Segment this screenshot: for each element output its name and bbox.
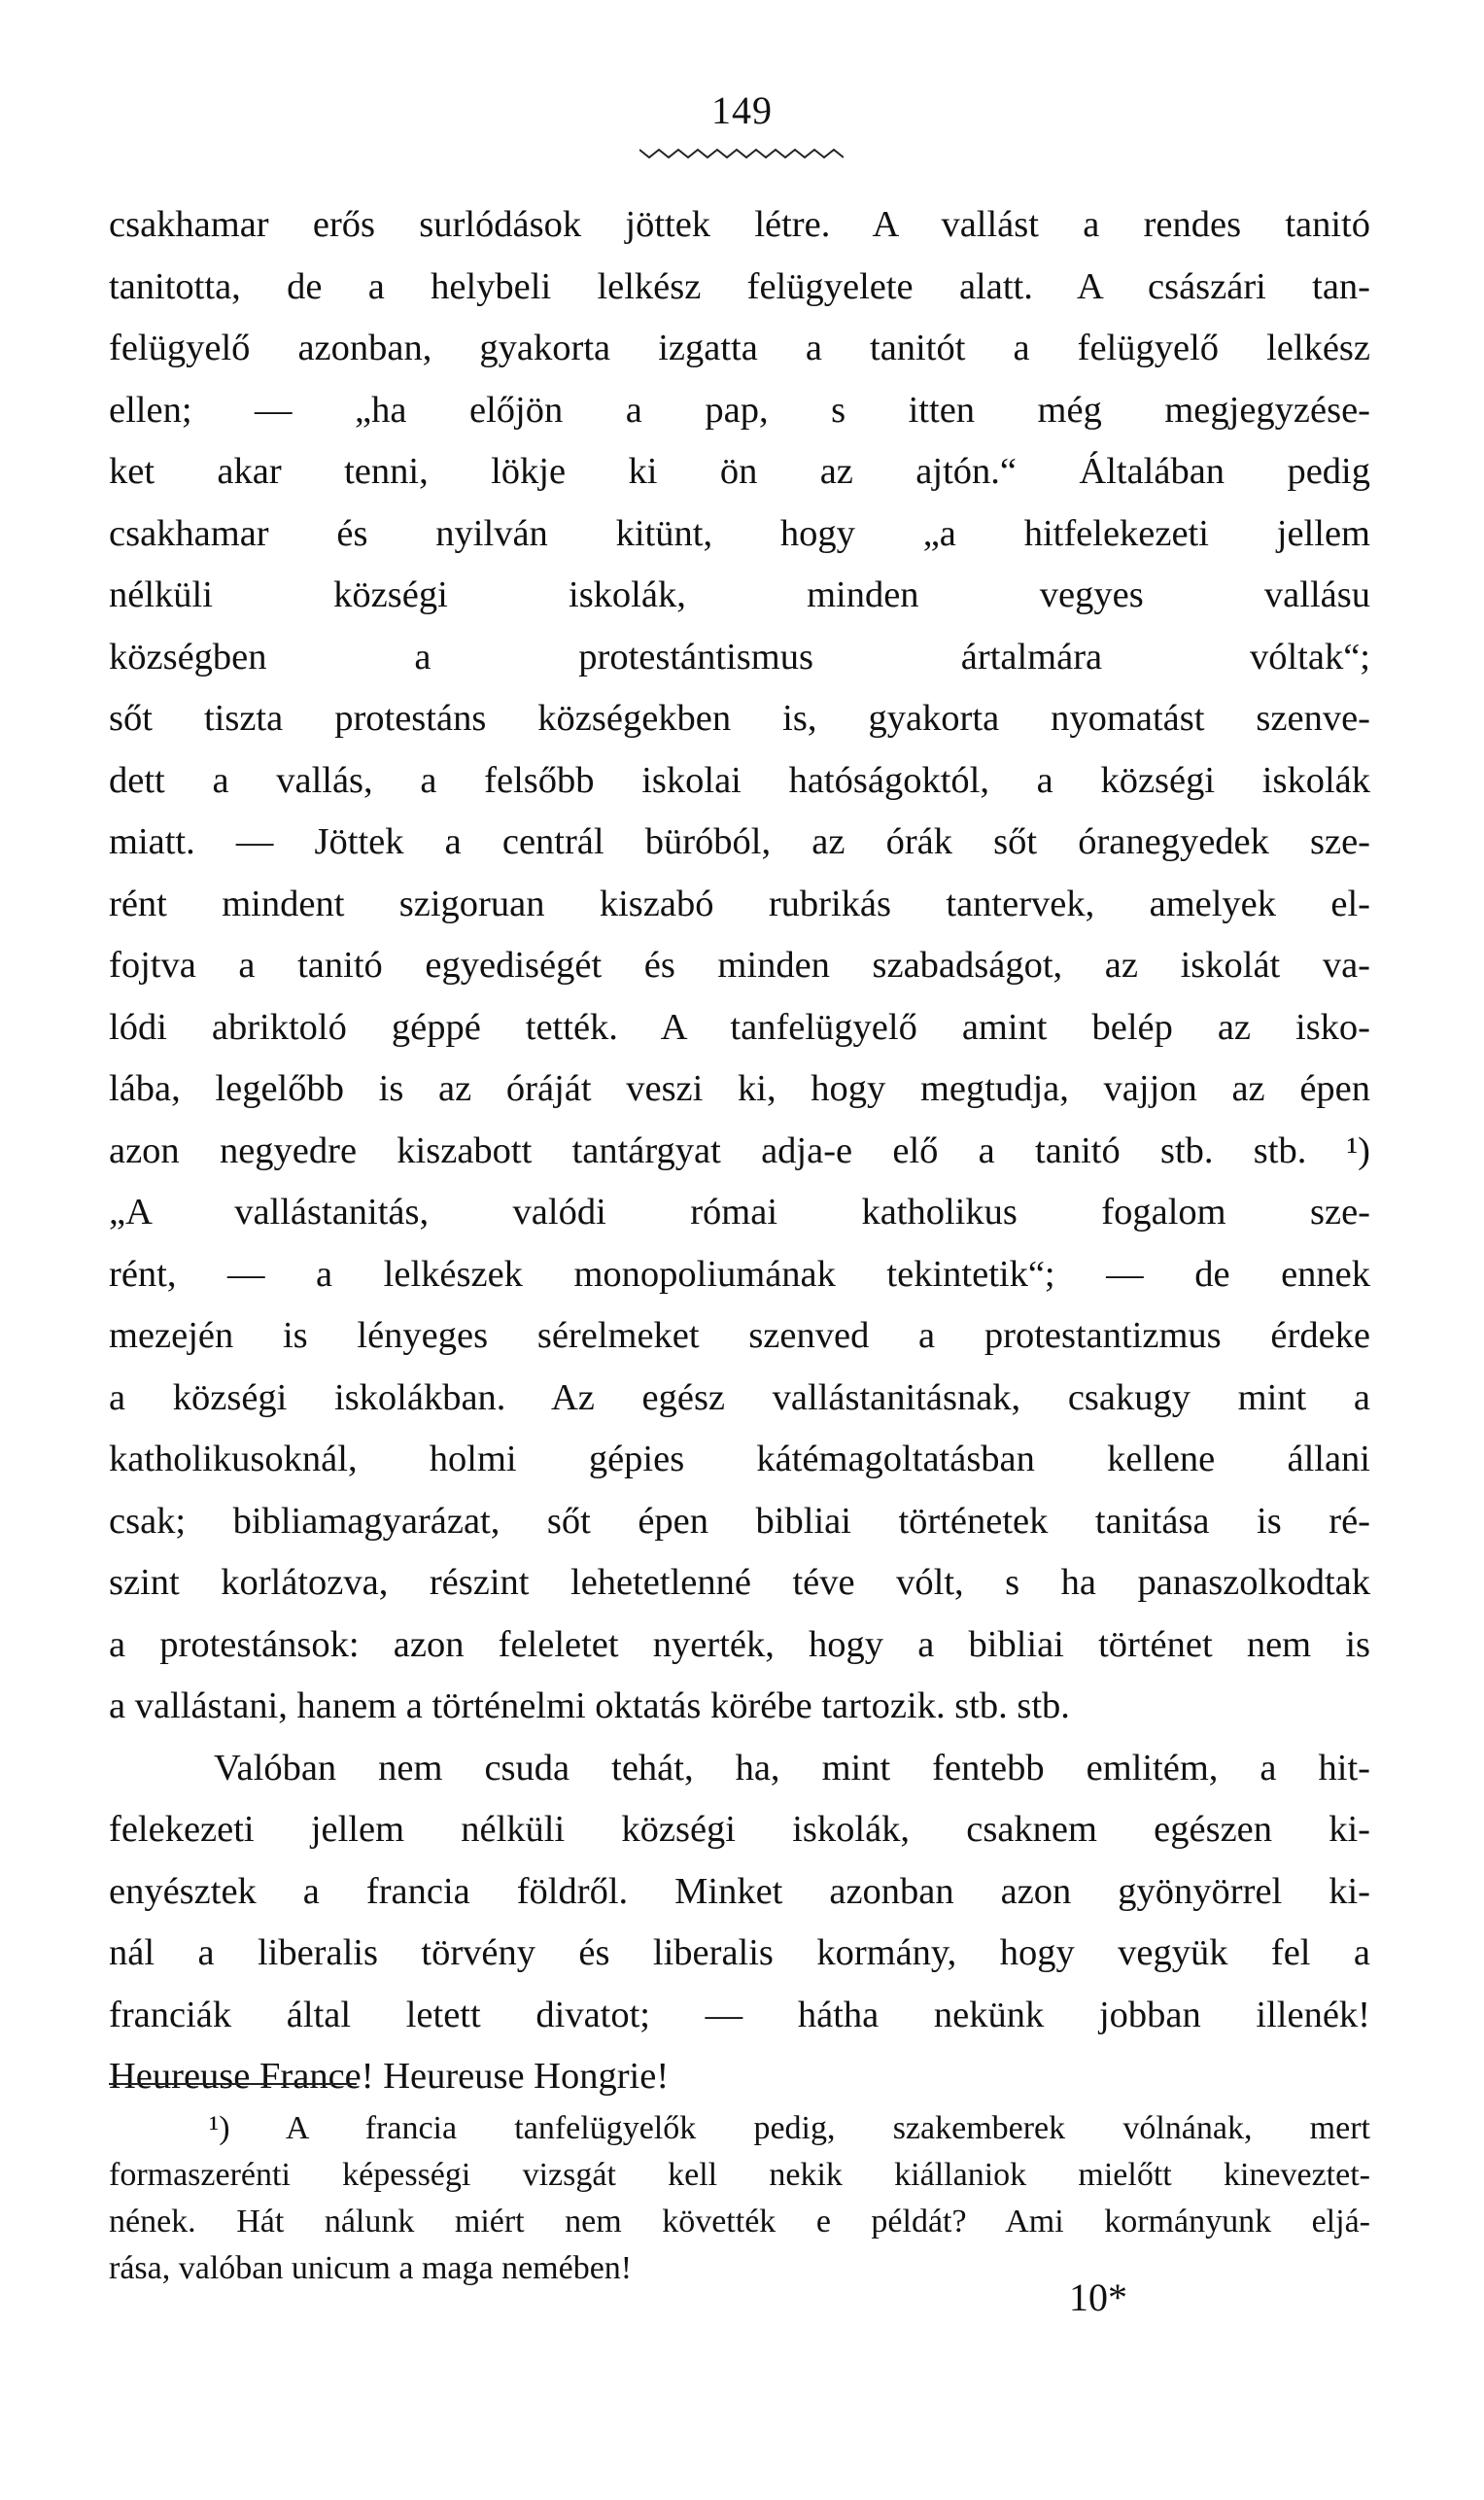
footnote-line: rása, valóban unicum a maga nemében! [109, 2250, 633, 2286]
text-line: ellen; — „ha előjön a pap, s itten még megjegyzése- [109, 389, 1370, 431]
text-line: csakhamar és nyilván kitünt, hogy „a hitfelekezeti jellem [109, 512, 1370, 554]
text-line: dett a vallás, a felsőbb iskolai hatóságoktól, a községi iskolák [109, 759, 1370, 801]
text-line: katholikusoknál, holmi gépies kátémagoltatásban kellene állani [109, 1439, 1370, 1479]
footnote-line: nének. Hát nálunk miért nem követték e példát? Ami kormányunk eljá- [109, 2204, 1370, 2240]
text-line: felekezeti jellem nélküli községi iskolák, csaknem egészen ki- [109, 1809, 1370, 1850]
text-line: csakhamar erős surlódások jöttek létre. A vallást a rendes tanitó [109, 204, 1370, 245]
text-line: községben a protestántismus ártalmára vóltak“; [109, 636, 1370, 677]
footnote-line: ¹) A francia tanfelügyelők pedig, szakemberek vólnának, mert [209, 2110, 1370, 2146]
text-line: nál a liberalis törvény és liberalis kormány, hogy vegyük fel a [109, 1932, 1370, 1973]
text-line: felügyelő azonban, gyakorta izgatta a tanitót a felügyelő lelkész [109, 328, 1370, 368]
text-line: mezején is lényeges sérelmeket szenved a protestantizmus érdeke [109, 1315, 1370, 1356]
text-line: lódi abriktoló géppé tették. A tanfelügyelő amint belép az isko- [109, 1006, 1370, 1048]
text-line: a vallástani, hanem a történelmi oktatás körébe tartozik. stb. stb. [109, 1685, 1070, 1726]
text-line: rént mindent szigoruan kiszabó rubrikás tantervek, amelyek el- [109, 883, 1370, 924]
text-line: tanitotta, de a helybeli lelkész felügyelete alatt. A császári tan- [109, 265, 1370, 307]
text-line: Heureuse France! Heureuse Hongrie! [109, 2056, 670, 2097]
text-line: fojtva a tanitó egyediségét és minden szabadságot, az iskolát va- [109, 945, 1370, 986]
text-line: azon negyedre kiszabott tantárgyat adja-e elő a tanitó stb. stb. ¹) [109, 1129, 1370, 1171]
page-number: 149 [711, 88, 773, 132]
text-line: ket akar tenni, lökje ki ön az ajtón.“ Általában pedig [109, 451, 1370, 492]
text-line: franciák által letett divatot; — hátha nekünk jobban illenék! [109, 1994, 1370, 2035]
text-line: a községi iskolákban. Az egész vallástanitásnak, csakugy mint a [109, 1376, 1370, 1418]
text-line: rént, — a lelkészek monopoliumának tekintetik“; — de ennek [109, 1253, 1370, 1295]
text-line: Valóban nem csuda tehát, ha, mint fentebb emlitém, a hit- [214, 1747, 1370, 1788]
text-line: a protestánsok: azon feleletet nyerték, hogy a bibliai történet nem is [109, 1623, 1370, 1665]
text-line: miatt. — Jöttek a centrál büróból, az órák sőt óranegyedek sze- [109, 821, 1370, 862]
text-line: szint korlátozva, részint lehetetlenné téve vólt, s ha panaszolkodtak [109, 1562, 1370, 1603]
ornament-divider [639, 144, 844, 161]
footnotes [109, 2105, 1370, 2292]
footnote-rule [109, 2083, 357, 2085]
body-text [109, 194, 1370, 2108]
text-line: sőt tiszta protestáns községekben is, gyakorta nyomatást szenve- [109, 698, 1370, 739]
text-line: „A vallástanitás, valódi római katholikus fogalom sze- [109, 1192, 1370, 1233]
signature-mark: 10* [1069, 2275, 1127, 2319]
text-line: csak; bibliamagyarázat, sőt épen bibliai történetek tanitása is ré- [109, 1500, 1370, 1542]
footnote-line: formaszerénti képességi vizsgát kell nekik kiállaniok mielőtt kineveztet- [109, 2157, 1370, 2193]
text-line: enyésztek a francia földről. Minket azonban azon gyönyörrel ki- [109, 1870, 1370, 1912]
text-line: nélküli községi iskolák, minden vegyes vallásu [109, 574, 1370, 615]
text-line: lába, legelőbb is az óráját veszi ki, hogy megtudja, vajjon az épen [109, 1068, 1370, 1109]
